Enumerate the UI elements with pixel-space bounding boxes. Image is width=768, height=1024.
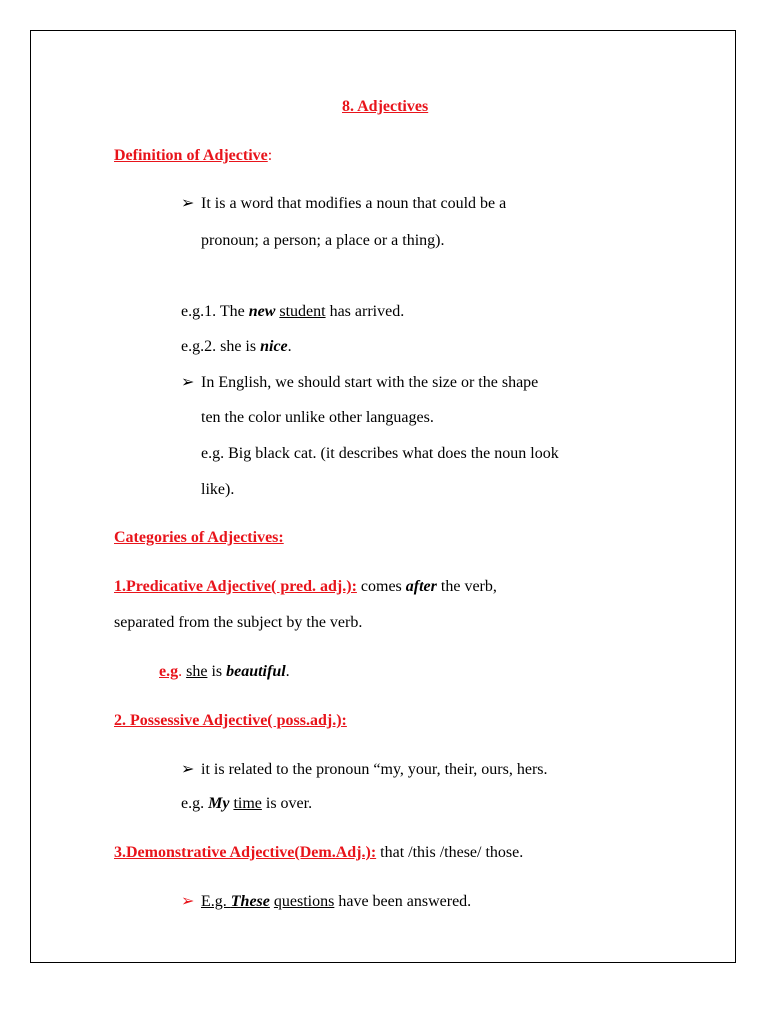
demonstrative-line — [114, 843, 523, 863]
order-line-4 — [201, 480, 234, 500]
arrow-bullet-icon: ➢ — [181, 195, 195, 212]
predicative-eg-dot: . — [178, 663, 187, 680]
definition-heading-text: Definition of Adjective — [114, 147, 268, 164]
example-2-nice: nice — [260, 338, 288, 355]
demonstrative-example — [181, 892, 471, 912]
order-line-2 — [201, 408, 434, 428]
arrow-bullet-icon: ➢ — [181, 374, 195, 391]
demonstrative-text: that /this /these/ those. — [376, 844, 524, 861]
order-text-4: like). — [201, 481, 235, 498]
predicative-eg-beautiful: beautiful — [226, 663, 286, 680]
definition-bullet-text-2: pronoun; a person; a place or a thing). — [201, 232, 445, 249]
predicative-text-before: comes — [356, 578, 406, 595]
order-text-2: ten the color unlike other languages. — [201, 409, 434, 426]
possessive-bullet-text: it is related to the pronoun “my, your, their, ours, hers. — [201, 761, 548, 778]
example-1-new: new — [248, 303, 276, 320]
predicative-line-1 — [114, 577, 497, 597]
possessive-heading — [114, 711, 347, 731]
example-2 — [181, 337, 292, 357]
order-text-3: e.g. Big black cat. (it describes what does the noun look — [201, 445, 559, 462]
demonstrative-eg-suffix: have been answered. — [334, 893, 472, 910]
definition-heading-colon: : — [267, 147, 273, 164]
demonstrative-eg-questions: questions — [273, 893, 335, 910]
definition-heading — [114, 146, 272, 166]
predicative-eg-is: is — [207, 663, 227, 680]
example-2-suffix: . — [287, 338, 292, 355]
possessive-eg-time: time — [233, 795, 262, 812]
predicative-eg-label: e.g — [159, 663, 179, 680]
document-page — [30, 30, 736, 963]
demonstrative-eg-these: These — [230, 893, 270, 910]
arrow-bullet-icon: ➢ — [181, 761, 195, 778]
categories-heading — [114, 528, 284, 548]
possessive-example — [181, 794, 312, 814]
example-1-student: student — [279, 303, 326, 320]
possessive-eg-my: My — [208, 795, 230, 812]
order-line-3 — [201, 444, 559, 464]
predicative-heading: 1.Predicative Adjective( pred. adj.): — [114, 578, 357, 595]
page-title — [342, 97, 428, 117]
definition-bullet-line-1 — [181, 194, 506, 214]
predicative-text-after: the verb, — [436, 578, 497, 595]
demonstrative-heading: 3.Demonstrative Adjective(Dem.Adj.): — [114, 844, 377, 861]
predicative-text-2: separated from the subject by the verb. — [114, 614, 363, 631]
example-1 — [181, 302, 404, 322]
order-text-1: In English, we should start with the size or the shape — [201, 374, 539, 391]
possessive-heading-text: 2. Possessive Adjective( poss.adj.): — [114, 712, 347, 729]
order-bullet-line-1 — [181, 373, 538, 393]
definition-bullet-text-1: It is a word that modifies a noun that could be a — [201, 195, 507, 212]
definition-bullet-line-2 — [201, 231, 444, 251]
categories-heading-text: Categories of Adjectives: — [114, 529, 284, 546]
possessive-bullet — [181, 760, 548, 780]
predicative-example — [159, 662, 290, 682]
page-title-text: 8. Adjectives — [342, 98, 429, 115]
example-1-suffix: has arrived. — [325, 303, 405, 320]
arrow-bullet-icon: ➢ — [181, 893, 195, 910]
predicative-eg-end: . — [285, 663, 290, 680]
possessive-eg-suffix: is over. — [261, 795, 313, 812]
example-2-prefix: e.g.2. she is — [181, 338, 261, 355]
possessive-eg-prefix: e.g. — [181, 795, 209, 812]
predicative-after-word: after — [405, 578, 437, 595]
predicative-eg-she: she — [186, 663, 208, 680]
example-1-prefix: e.g.1. The — [181, 303, 249, 320]
predicative-line-2 — [114, 613, 362, 633]
demonstrative-eg-label: E.g. — [201, 893, 231, 910]
